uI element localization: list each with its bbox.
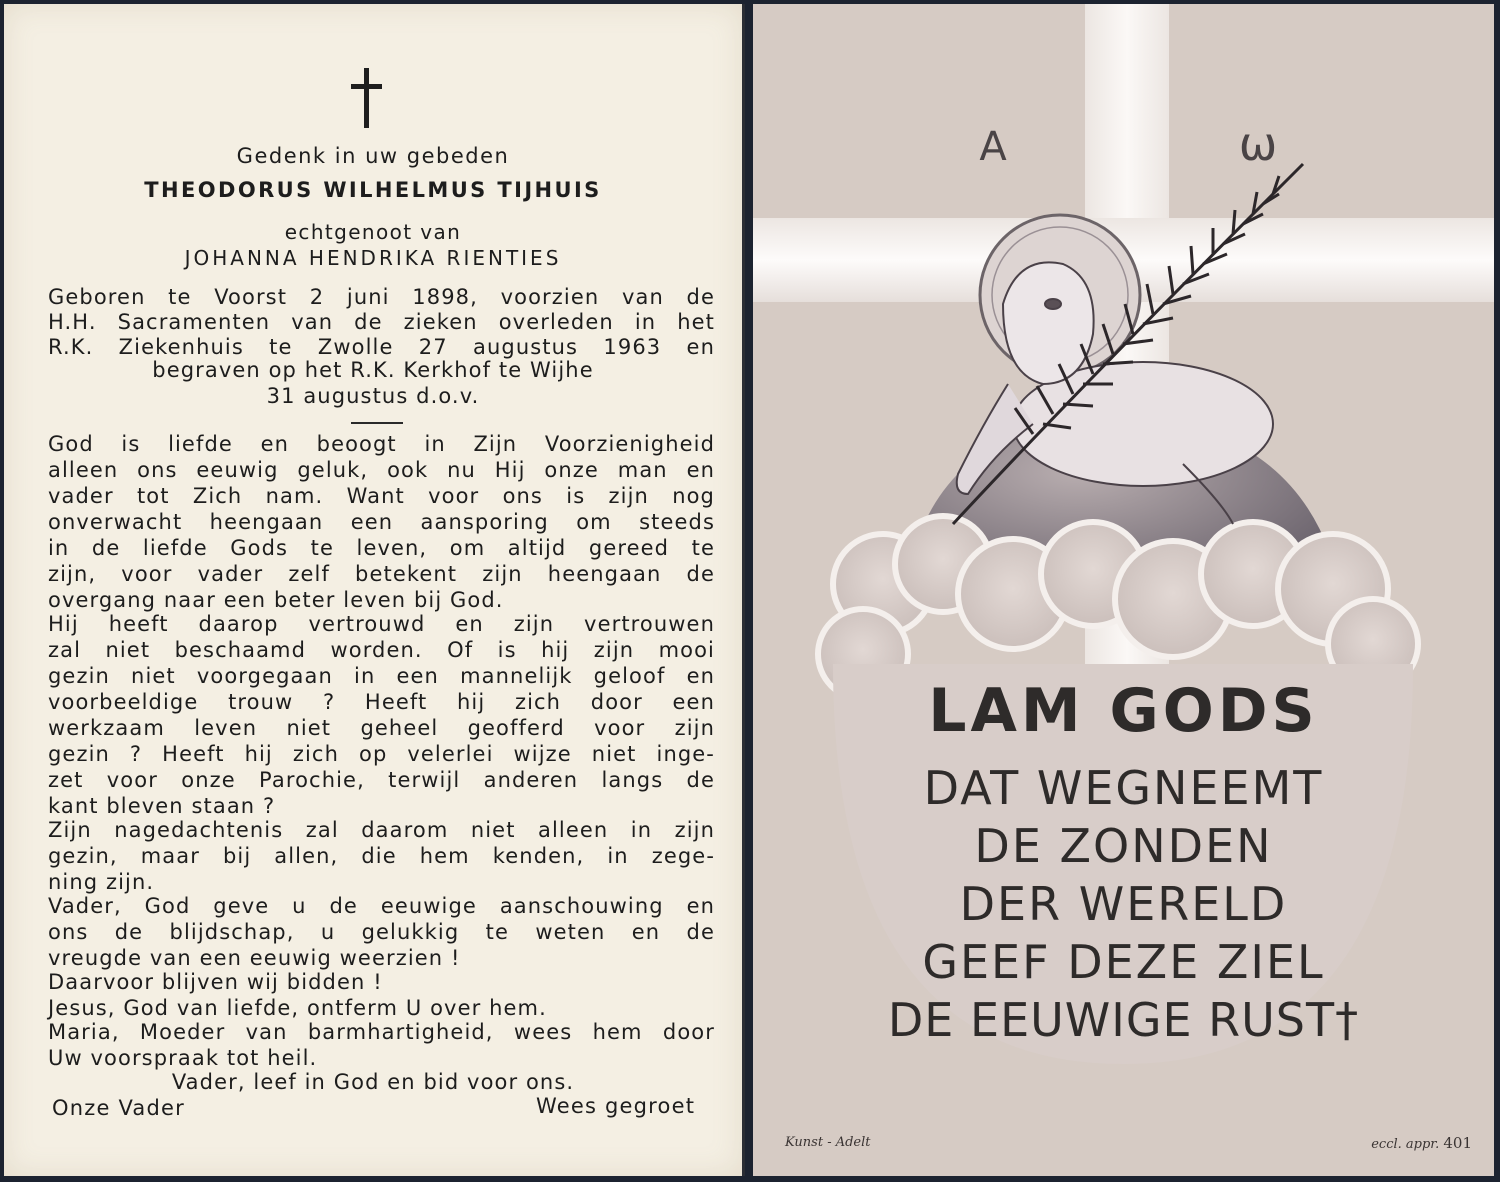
text-line: Vader, God geve u de eeuwige aanschouwing en (48, 894, 715, 918)
verse-line: DAT WEGNEEMT (923, 761, 1324, 815)
verse-line: DE ZONDEN (974, 819, 1273, 873)
closing-line: Vader, leef in God en bid voor ons. (171, 1070, 575, 1094)
text-line: Maria, Moeder van barmhartigheid, wees hem door (48, 1020, 715, 1044)
text-line: God is liefde en beoogt in Zijn Voorzienigheid (48, 432, 715, 456)
bio-line: Geboren te Voorst 2 juni 1898, voorzien van de (48, 285, 715, 309)
text-line: Daarvoor blijven wij bidden ! (48, 970, 383, 994)
text-line: in de liefde Gods te leven, om altijd gereed te (48, 536, 715, 560)
memorial-card-text-side (4, 4, 745, 1176)
separator-rule (351, 422, 403, 424)
bio-line: begraven op het R.K. Kerkhof te Wijhe (152, 358, 594, 382)
publisher-imprint: Kunst - Adelt (785, 1135, 871, 1150)
text-line: Uw voorspraak tot heil. (48, 1046, 318, 1070)
text-line: overgang naar een beter leven bij God. (48, 588, 504, 612)
text-line: gezin ? Heeft hij zich op velerlei wijze niet inge- (48, 742, 715, 766)
verse-line: DE EEUWIGE RUST† (887, 993, 1360, 1047)
spouse-name: JOHANNA HENDRIKA RIENTIES (184, 246, 562, 270)
bio-line: H.H. Sacramenten van de zieken overleden in het (48, 310, 715, 334)
text-line: alleen ons eeuwig geluk, ook nu Hij onze man en (48, 458, 715, 482)
intro-text: Gedenk in uw gebeden (236, 144, 510, 168)
approval-label: eccl. appr. (1371, 1137, 1440, 1152)
text-line: zet voor onze Parochie, terwijl anderen langs de (48, 768, 715, 792)
approval-number: 401 (1443, 1134, 1472, 1152)
text-line: zijn, voor vader zelf betekent zijn heengaan de (48, 562, 715, 586)
cross-icon (349, 68, 385, 130)
omega-symbol: ω (1238, 117, 1278, 171)
deceased-name: THEODORUS WILHELMUS TIJHUIS (144, 178, 602, 202)
memorial-card-image-side (753, 4, 1494, 1176)
prayer-onze-vader: Onze Vader (52, 1096, 185, 1120)
text-line: werkzaam leven niet geheel geofferd voor zijn (48, 716, 715, 740)
verse-line-lam-gods: LAM GODS (928, 676, 1319, 746)
text-line: kant bleven staan ? (48, 794, 276, 818)
text-line: vreugde van een eeuwig weerzien ! (48, 946, 461, 970)
text-line: zal niet beschaamd worden. Of is hij zijn mooi (48, 638, 715, 662)
spouse-label: echtgenoot van (284, 220, 462, 244)
text-line: Zijn nagedachtenis zal daarom niet alleen in zijn (48, 818, 715, 842)
text-line: gezin niet voorgegaan in een mannelijk geloof en (48, 664, 715, 688)
bio-line: R.K. Ziekenhuis te Zwolle 27 augustus 1963 en (48, 335, 715, 359)
verse-line: DER WERELD (959, 877, 1288, 931)
text-line: Hij heeft daarop vertrouwd en zijn vertrouwen (48, 612, 715, 636)
ecclesiastical-approval (1371, 1134, 1472, 1152)
verse-line: GEEF DEZE ZIEL (922, 935, 1325, 989)
text-line: ning zijn. (48, 870, 155, 894)
bio-line: 31 augustus d.o.v. (266, 384, 480, 408)
text-line: onverwacht heengaan een aansporing om steeds (48, 510, 715, 534)
text-line: ons de blijdschap, u gelukkig te weten en de (48, 920, 715, 944)
text-line: Jesus, God van liefde, ontferm U over hem. (48, 996, 547, 1020)
alpha-symbol: Α (979, 124, 1007, 170)
text-line: voorbeeldige trouw ? Heeft hij zich door een (48, 690, 715, 714)
text-line: gezin, maar bij allen, die hem kenden, in zege- (48, 844, 715, 868)
prayer-wees-gegroet: Wees gegroet (536, 1094, 696, 1118)
text-line: vader tot Zich nam. Want voor ons is zijn nog (48, 484, 715, 508)
